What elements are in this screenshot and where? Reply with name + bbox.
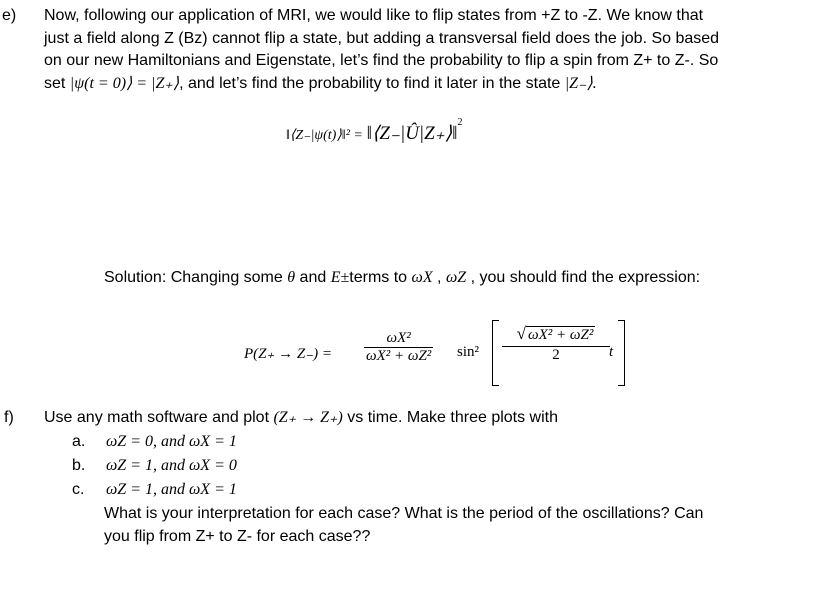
part-f-marker: f)	[4, 409, 14, 426]
final-state-math: |Z₋⟩.	[564, 74, 597, 92]
fraction-denominator: ωX² + ωZ²	[366, 348, 432, 364]
item-b-text: ωZ = 1, and ωX = 0	[106, 457, 237, 474]
part-e-line-4	[44, 73, 814, 96]
part-f-prefix: Use any math software and plot	[44, 409, 270, 426]
formula-fraction	[364, 330, 433, 365]
line4-mid: , and let’s find the probability to find it later in the state	[179, 74, 561, 92]
part-f-math: (Z₊ → Z₊)	[273, 409, 343, 426]
sqrt-content: ωX² + ωZ²	[528, 327, 594, 343]
right-bracket	[618, 320, 625, 386]
item-a-text: ωZ = 0, and ωX = 1	[106, 433, 237, 450]
formula-lhs: P(Z₊ → Z₋) =	[244, 346, 333, 362]
equation-exponent: 2	[457, 117, 463, 128]
item-b-marker: b.	[72, 457, 86, 474]
part-e-line-2: just a field along Z (Bz) cannot flip a state, but adding a transversal field does the job. So based	[44, 29, 720, 47]
energy-symbol: E±	[330, 269, 350, 286]
equation-rhs: ‖⟨Z₋|Û|Z₊⟩‖	[366, 123, 458, 144]
solution-line	[104, 267, 804, 290]
flip-probability-formula	[244, 344, 332, 363]
inner-fraction	[502, 324, 610, 364]
question-block	[104, 503, 804, 548]
equation-lhs: ‖⟨Z₋|ψ(t)⟩‖² =	[286, 128, 363, 143]
line4-prefix: set	[44, 74, 66, 92]
theta-symbol: θ	[287, 269, 296, 286]
omega-x-symbol: ωX	[411, 269, 433, 286]
solution-terms-to: terms to	[349, 269, 408, 286]
inner-denominator: 2	[552, 347, 560, 363]
probability-equation	[286, 117, 463, 145]
item-a-marker: a.	[72, 433, 86, 450]
left-bracket	[492, 320, 499, 386]
part-e-line-3: on our new Hamiltonians and Eigenstate, let’s find the probability to flip a spin from Z+ to Z-. So	[44, 52, 719, 69]
time-variable: t	[609, 344, 614, 360]
question-line-2: you flip from Z+ to Z- for each case??	[104, 527, 371, 545]
part-f-suffix: vs time. Make three plots with	[347, 409, 559, 426]
solution-and: and	[299, 269, 327, 286]
sin-squared: sin²	[457, 344, 480, 360]
item-c-marker: c.	[72, 481, 85, 498]
part-e-text	[44, 5, 814, 95]
part-e-line-1: Now, following our application of MRI, we would like to flip states from +Z to -Z. We know that	[44, 7, 704, 24]
solution-comma: ,	[437, 269, 442, 286]
question-line-1: What is your interpretation for each case? What is the period of the oscillations? Can	[104, 505, 704, 522]
part-f-line-1	[44, 407, 804, 430]
sqrt-icon: √	[516, 324, 527, 343]
part-e-marker: e)	[2, 7, 17, 24]
solution-prefix: Solution: Changing some	[104, 269, 283, 286]
initial-state-math: |ψ(t = 0)⟩ = |Z₊⟩	[69, 74, 180, 92]
item-c-text: ωZ = 1, and ωX = 1	[106, 481, 237, 498]
omega-z-symbol: ωZ	[445, 269, 467, 286]
solution-suffix: , you should find the expression:	[470, 269, 701, 286]
fraction-numerator: ωX²	[364, 330, 433, 348]
